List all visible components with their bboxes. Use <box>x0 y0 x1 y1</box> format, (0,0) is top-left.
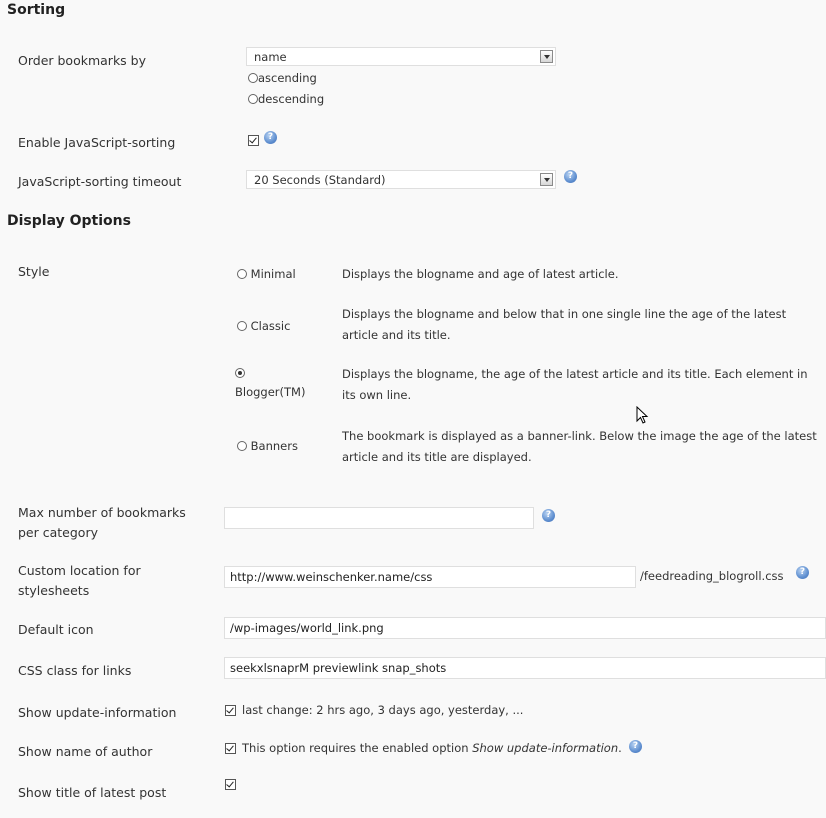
author-text-pre: This option requires the enabled option <box>242 741 473 755</box>
ascending-radio[interactable] <box>248 73 258 83</box>
descending-option[interactable] <box>248 89 324 109</box>
order-select-value: name <box>254 50 287 64</box>
order-select[interactable] <box>246 47 556 66</box>
latest-post-checkbox[interactable] <box>225 779 236 790</box>
style-radio-blogger[interactable] <box>235 368 245 378</box>
ascending-option[interactable] <box>248 68 317 88</box>
style-label: Style <box>18 264 50 279</box>
help-icon[interactable]: ? <box>564 170 577 183</box>
style-option-banners[interactable] <box>237 436 298 456</box>
author-checkbox[interactable] <box>225 743 236 754</box>
style-radio-minimal[interactable] <box>237 269 247 279</box>
default-icon-label: Default icon <box>18 622 94 637</box>
timeout-select-value: 20 Seconds (Standard) <box>254 173 386 187</box>
style-name-blogger: Blogger(TM) <box>235 385 306 399</box>
order-label: Order bookmarks by <box>18 53 146 68</box>
chevron-down-icon[interactable] <box>540 173 553 186</box>
default-icon-input[interactable]: /wp-images/world_link.png <box>224 617 826 639</box>
enable-js-checkbox[interactable] <box>248 135 259 146</box>
max-bookmarks-label-line1: Max number of bookmarks <box>18 505 186 520</box>
cursor-icon <box>636 406 650 426</box>
css-location-suffix: /feedreading_blogroll.css <box>640 569 784 583</box>
style-option-minimal[interactable] <box>237 264 296 284</box>
timeout-label: JavaScript-sorting timeout <box>18 174 182 189</box>
style-name-banners: Banners <box>250 439 298 453</box>
style-option-classic[interactable] <box>237 316 290 336</box>
enable-js-label: Enable JavaScript-sorting <box>18 135 176 150</box>
style-desc-minimal: Displays the blogname and age of latest article. <box>342 267 619 281</box>
css-location-label <box>18 561 141 601</box>
css-class-input[interactable]: seekxlsnaprM previewlink snap_shots <box>224 657 826 679</box>
help-icon[interactable]: ? <box>542 509 555 522</box>
css-class-label: CSS class for links <box>18 663 132 678</box>
style-name-classic: Classic <box>250 319 291 333</box>
max-bookmarks-label-line2: per category <box>18 525 98 540</box>
help-icon[interactable]: ? <box>264 131 277 144</box>
author-text-em: Show update-information <box>472 741 619 755</box>
css-location-label-line1: Custom location for <box>18 563 141 578</box>
update-info-text: last change: 2 hrs ago, 3 days ago, yesterday, ... <box>242 703 524 717</box>
style-radio-classic[interactable] <box>237 321 247 331</box>
author-text <box>242 738 622 758</box>
update-info-checkbox[interactable] <box>225 705 236 716</box>
css-location-label-line2: stylesheets <box>18 583 90 598</box>
style-desc-banners: The bookmark is displayed as a banner-link. Below the image the age of the latest article and its title are displayed. <box>342 429 817 464</box>
style-option-blogger[interactable] <box>235 364 305 402</box>
descending-label: descending <box>258 92 325 106</box>
css-location-input[interactable]: http://www.weinschenker.name/css <box>224 566 636 588</box>
timeout-select[interactable] <box>246 170 556 189</box>
style-radio-banners[interactable] <box>237 441 247 451</box>
help-icon[interactable]: ? <box>629 740 642 753</box>
latest-post-label: Show title of latest post <box>18 785 167 800</box>
update-info-label: Show update-information <box>18 705 177 720</box>
sorting-heading: Sorting <box>7 2 66 18</box>
style-name-minimal: Minimal <box>250 267 296 281</box>
descending-radio[interactable] <box>248 94 258 104</box>
max-bookmarks-input[interactable] <box>224 507 534 529</box>
max-bookmarks-label <box>18 503 186 543</box>
author-text-post: . <box>618 741 622 755</box>
ascending-label: ascending <box>258 71 317 85</box>
display-options-heading: Display Options <box>7 213 131 229</box>
style-desc-blogger: Displays the blogname, the age of the latest article and its title. Each element in its own line. <box>342 367 808 402</box>
help-icon[interactable]: ? <box>796 566 809 579</box>
style-desc-classic: Displays the blogname and below that in one single line the age of the latest article and its title. <box>342 307 787 342</box>
author-label: Show name of author <box>18 744 153 759</box>
chevron-down-icon[interactable] <box>540 50 553 63</box>
